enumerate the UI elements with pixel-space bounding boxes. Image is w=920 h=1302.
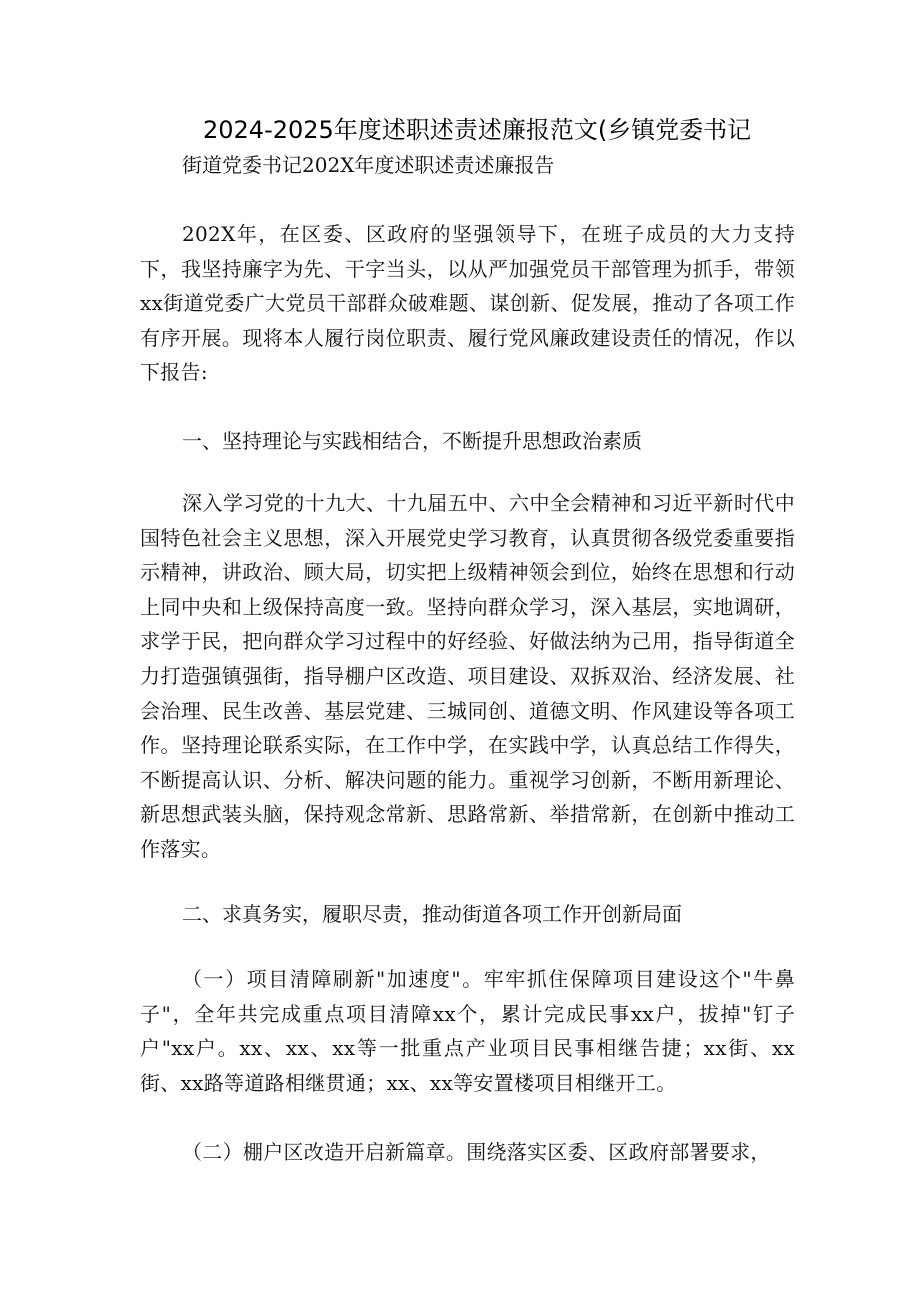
section-2-heading: 二、求真务实，履职尽责，推动街道各项工作开创新局面 <box>182 902 682 926</box>
section-1-heading: 一、坚持理论与实践相结合，不断提升思想政治素质 <box>182 429 642 453</box>
document-subtitle: 街道党委书记202X年度述职述责述廉报告 <box>182 153 555 177</box>
document-title: 2024-2025年度述职述责述廉报范文(乡镇党委书记 <box>203 116 752 144</box>
section-2-item-2: （二）棚户区改造开启新篇章。围绕落实区委、区政府部署要求， <box>182 1140 771 1164</box>
section-2-item-1: （一）项目清障刷新"加速度"。牢牢抓住保障项目建设这个"牛鼻子"，全年共完成重点项目清障xx个，累计完成民事xx户，拔掉"钉子户"xx户。xx、xx、xx等一批重点产业项目民事相继告捷；xx街、xx街、xx路等道路相继贯通；xx、xx等安置楼项目相继开工。 <box>140 967 795 1095</box>
intro-paragraph: 202X年，在区委、区政府的坚强领导下，在班子成员的大力支持下，我坚持廉字为先、干字当头，以从严加强党员干部管理为抓手，带领xx街道党委广大党员干部群众破难题、谋创新、促发展，推动了各项工作有序开展。现将本人履行岗位职责、履行党风廉政建设责任的情况，作以下报告: <box>140 222 795 385</box>
section-1-body: 深入学习党的十九大、十九届五中、六中全会精神和习近平新时代中国特色社会主义思想，深入开展党史学习教育，认真贯彻各级党委重要指示精神，讲政治、顾大局，切实把上级精神领会到位，始终在思想和行动上同中央和上级保持高度一致。坚持向群众学习，深入基层，实地调研，求学于民，把向群众学习过程中的好经验、好做法纳为己用，指导街道全力打造强镇强街，指导棚户区改造、项目建设、双拆双治、经济发展、社会治理、民生改善、基层党建、三城同创、道德文明、作风建设等各项工作。坚持理论联系实际，在工作中学，在实践中学，认真总结工作得失，不断提高认识、分析、解决问题的能力。重视学习创新，不断用新理论、新思想武装头脑，保持观念常新、思路常新、举措常新，在创新中推动工作落实。 <box>140 491 795 861</box>
